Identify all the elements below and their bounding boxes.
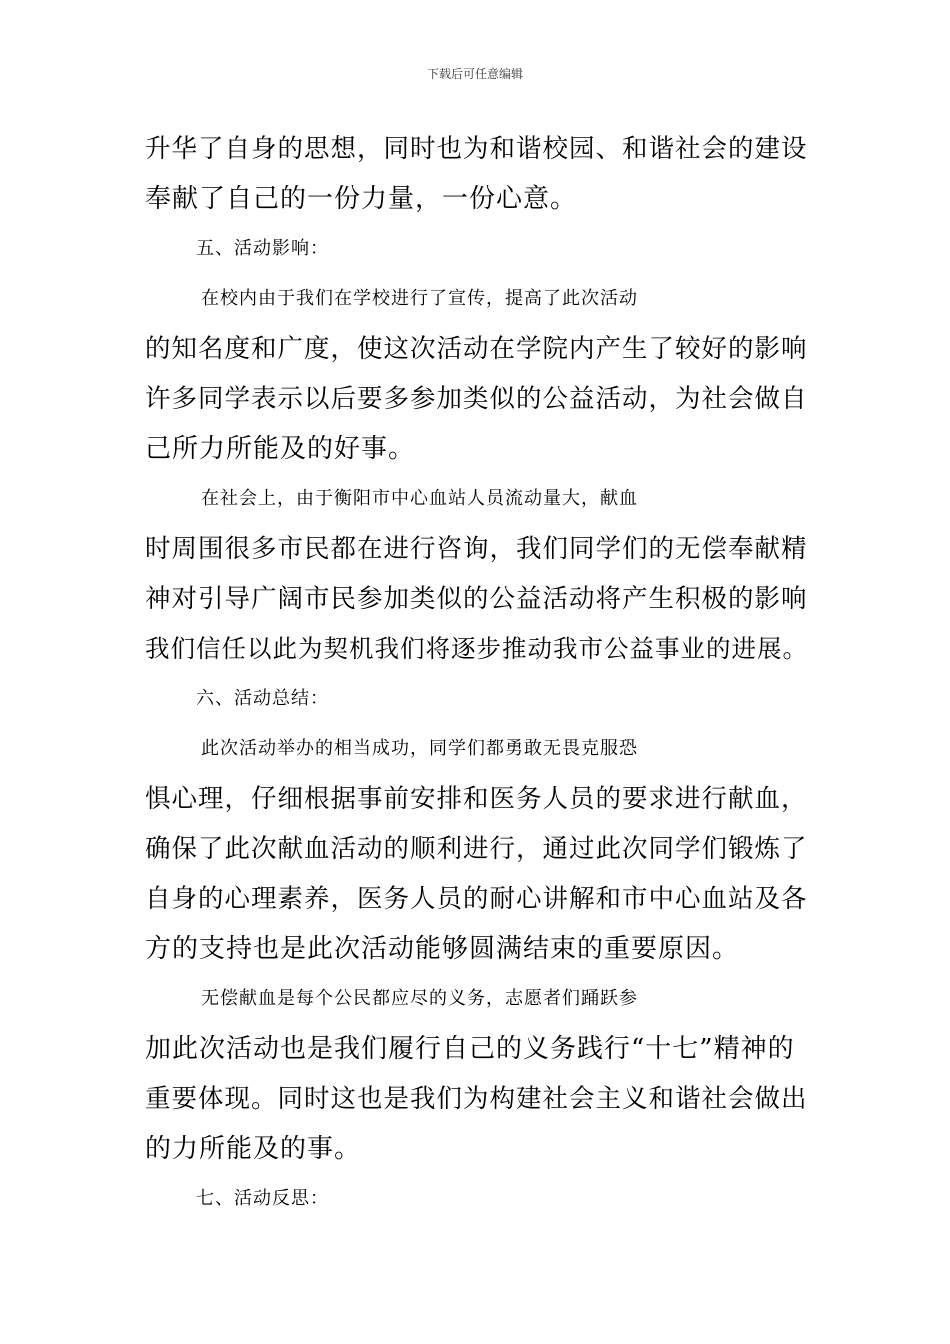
body-line: 我们信任以此为契机我们将逐步推动我市公益事业的进展。 [145,634,808,663]
body-line: 的知名度和广度，使这次活动在学院内产生了较好的影响 [145,334,808,364]
body-line: 在校内由于我们在学校进行了宣传，提高了此次活动 [201,288,638,309]
body-line: 惧心理，仔细根据事前安排和医务人员的要求进行献血， [145,784,808,814]
body-line: 时周围很多市民都在进行咨询，我们同学们的无偿奉献精 [145,534,808,564]
body-line: 升华了自身的思想，同时也为和谐校园、和谐社会的建设 [145,134,808,164]
body-line: 在社会上，由于衡阳市中心血站人员流动量大，献血 [201,488,638,509]
body-line: 奉献了自己的一份力量，一份心意。 [145,184,578,214]
body-line: 己所力所能及的好事。 [145,434,416,464]
section-heading: 七、活动反思： [196,1188,329,1209]
page-header-note: 下载后可任意编辑 [426,67,523,81]
body-line: 重要体现。同时这也是我们为构建社会主义和谐社会做出 [145,1084,808,1114]
body-line: 方的支持也是此次活动能够圆满结束的重要原因。 [145,934,740,964]
body-line: 确保了此次献血活动的顺利进行，通过此次同学们锻炼了 [145,834,808,864]
body-line: 加此次活动也是我们履行自己的义务践行“十七”精神的 [145,1034,795,1064]
body-line: 神对引导广阔市民参加类似的公益活动将产生积极的影响 [145,584,808,614]
body-line: 此次活动举办的相当成功，同学们都勇敢无畏克服恐 [201,738,638,759]
body-line: 许多同学表示以后要多参加类似的公益活动，为社会做自 [145,384,808,414]
body-line: 无偿献血是每个公民都应尽的义务，志愿者们踊跃参 [201,988,638,1009]
body-line: 的力所能及的事。 [145,1134,362,1164]
section-heading: 六、活动总结： [196,688,329,709]
section-heading: 五、活动影响： [196,238,329,259]
body-line: 自身的心理素养，医务人员的耐心讲解和市中心血站及各 [145,884,808,914]
